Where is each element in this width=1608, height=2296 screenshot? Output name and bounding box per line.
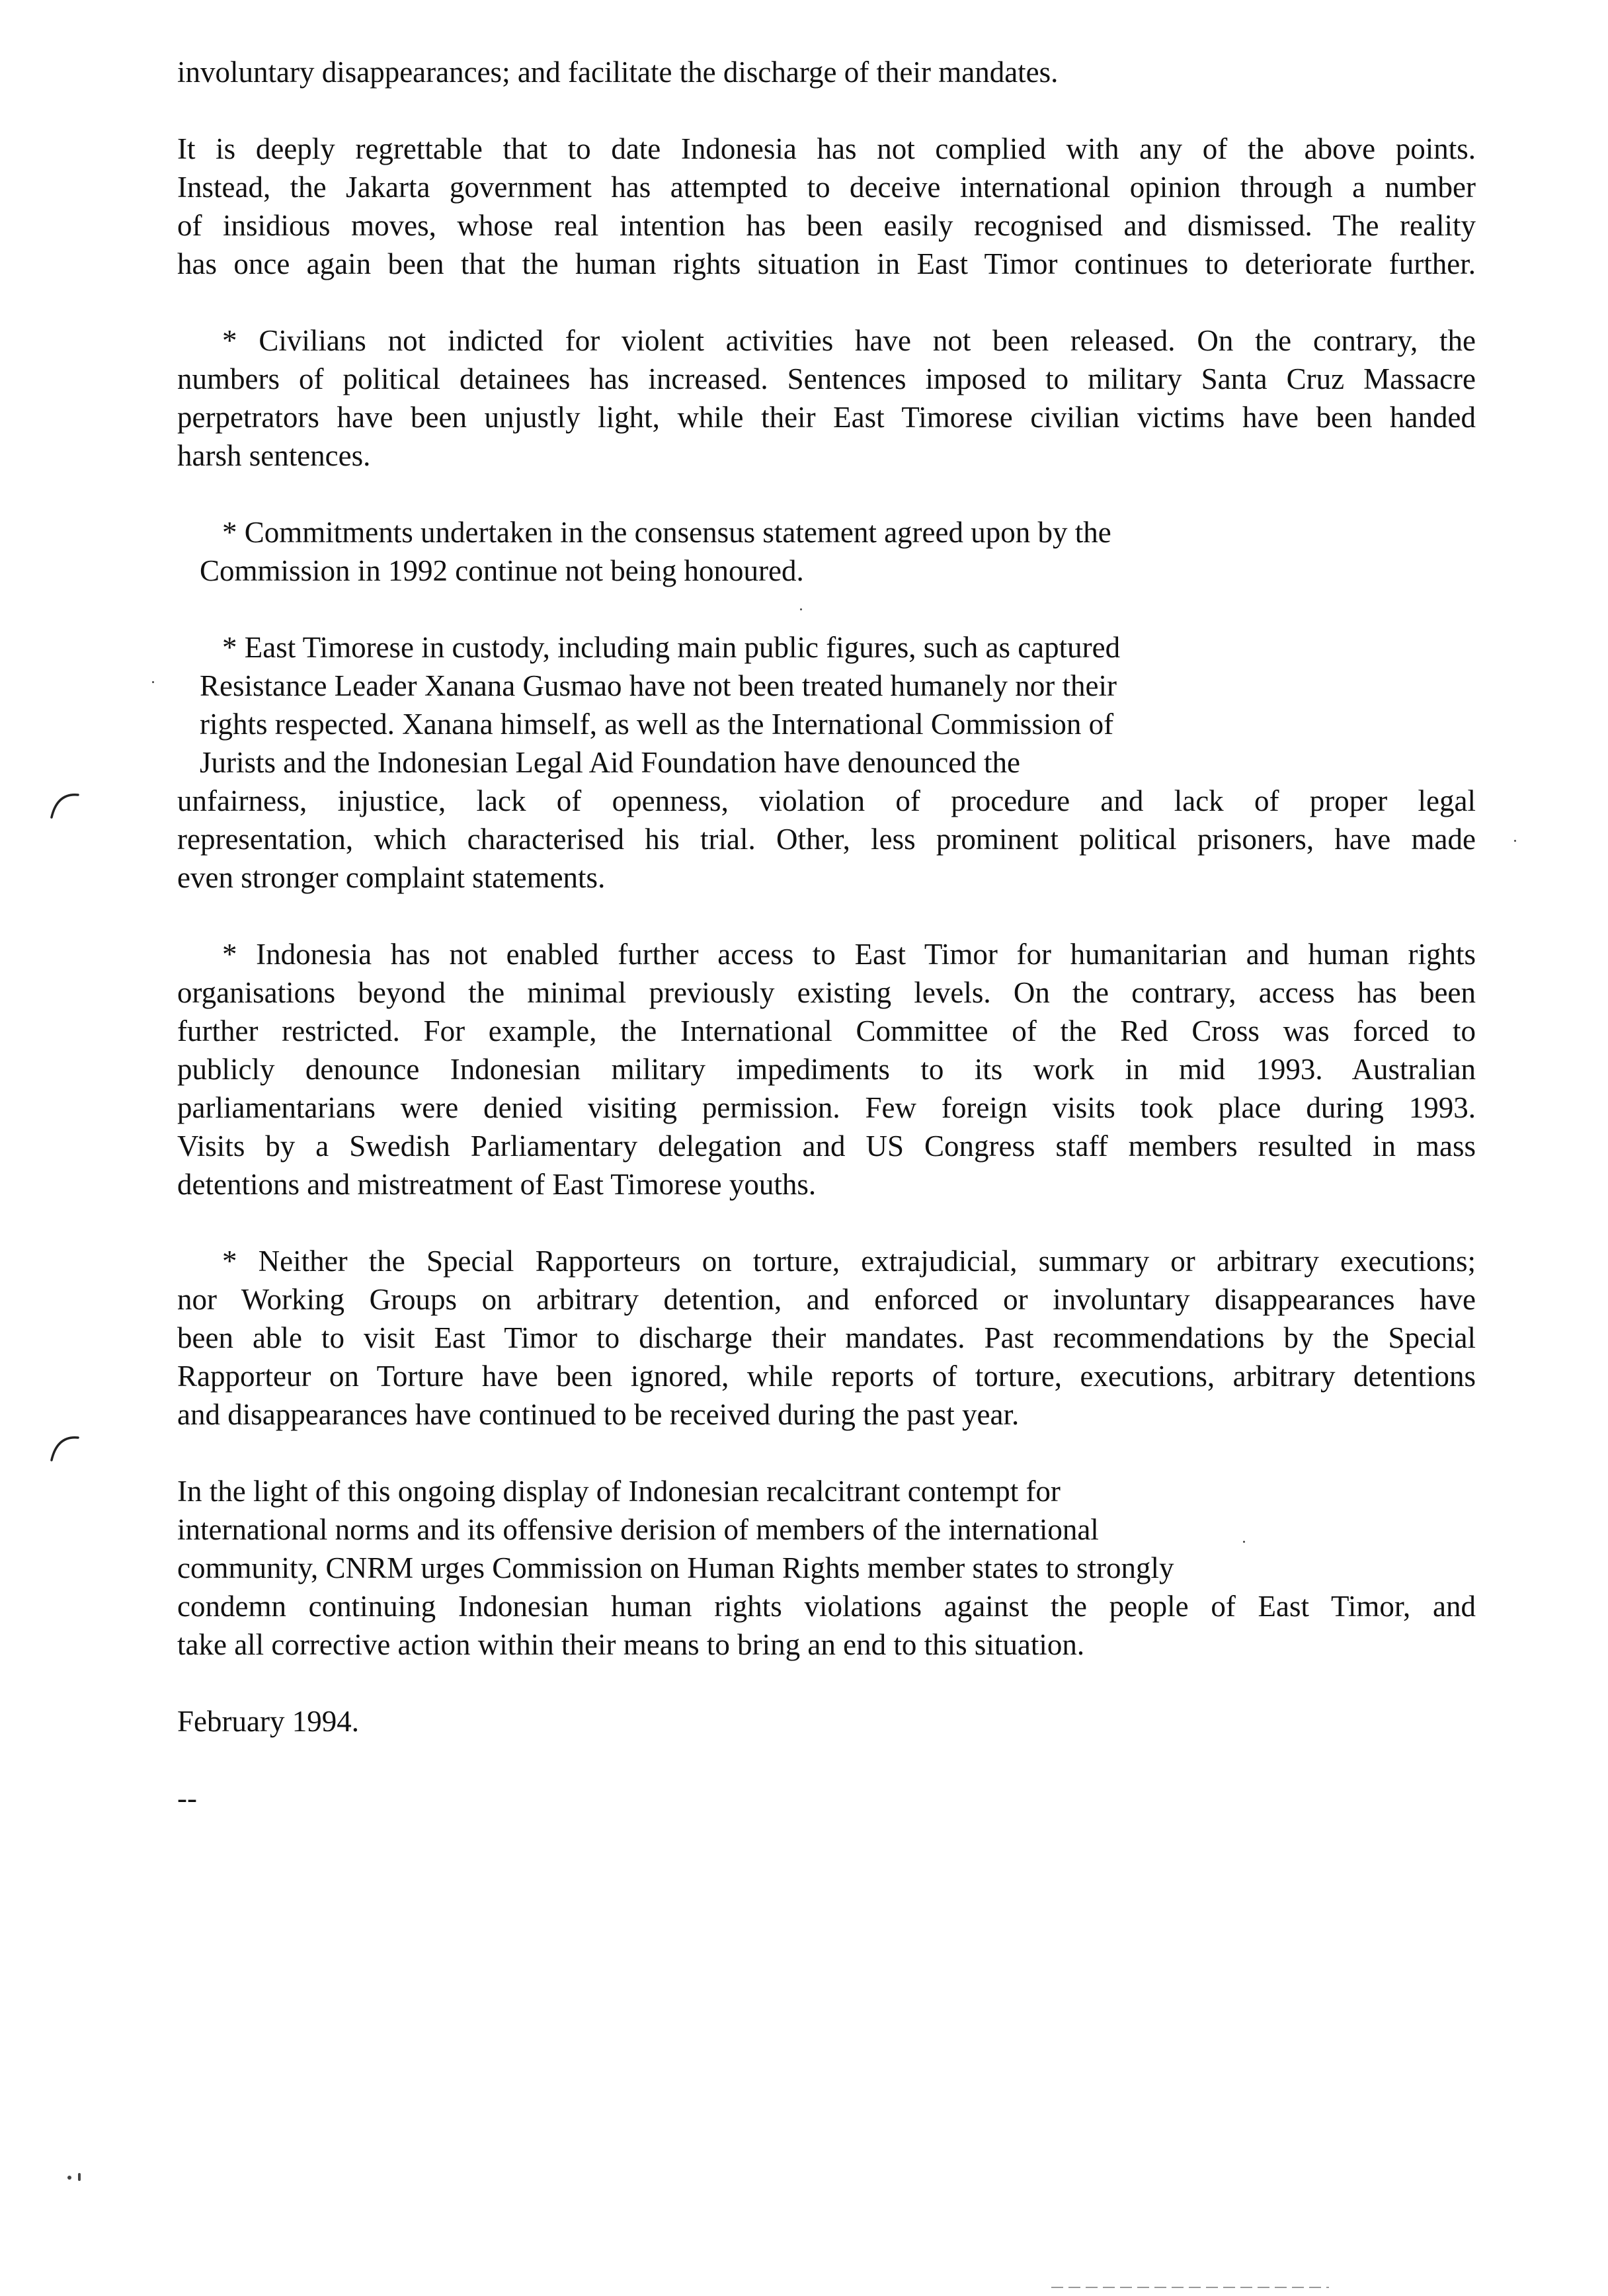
text-line: Instead, the Jakarta government has attempted to deceive international opinion through a number	[177, 171, 1476, 204]
text-line: has once again been that the human rights situation in East Timor continues to deteriorate further.	[177, 247, 1476, 280]
text-line: condemn continuing Indonesian human rights violations against the people of East Timor, and	[177, 1590, 1476, 1623]
text-line: It is deeply regrettable that to date Indonesia has not complied with any of the above points.	[177, 132, 1476, 165]
scan-speck	[67, 2176, 71, 2180]
text-line: unfairness, injustice, lack of openness, violation of procedure and lack of proper legal	[177, 784, 1476, 817]
scan-speck	[1514, 840, 1516, 842]
text-line: Jurists and the Indonesian Legal Aid Foundation have denounced the	[200, 746, 1020, 779]
bullet-line: * Commitments undertaken in the consensus statement agreed upon by the	[222, 516, 1111, 549]
text-line: further restricted. For example, the International Committee of the Red Cross was forced to	[177, 1014, 1476, 1047]
text-line: Commission in 1992 continue not being honoured.	[200, 554, 804, 587]
text-line: been able to visit East Timor to discharge their mandates. Past recommendations by the Special	[177, 1321, 1476, 1354]
text-line: community, CNRM urges Commission on Human Rights member states to strongly	[177, 1551, 1174, 1584]
text-line: even stronger complaint statements.	[177, 861, 606, 894]
bullet-line: * Indonesia has not enabled further access to East Timor for humanitarian and human rights	[222, 938, 1476, 971]
text-line: parliamentarians were denied visiting permission. Few foreign visits took place during 1993.	[177, 1091, 1476, 1124]
text-line: organisations beyond the minimal previously existing levels. On the contrary, access has been	[177, 976, 1476, 1009]
bullet-line: * East Timorese in custody, including main public figures, such as captured	[222, 631, 1121, 664]
text-line: take all corrective action within their means to bring an end to this situation.	[177, 1628, 1085, 1661]
bullet-line: * Civilians not indicted for violent activities have not been released. On the contrary, the	[222, 324, 1476, 357]
text-line: nor Working Groups on arbitrary detention, and enforced or involuntary disappearances have	[177, 1283, 1476, 1316]
end-mark: --	[177, 1782, 197, 1815]
text-line: perpetrators have been unjustly light, while their East Timorese civilian victims have been handed	[177, 401, 1476, 434]
bullet-line: * Neither the Special Rapporteurs on torture, extrajudicial, summary or arbitrary executions;	[222, 1245, 1476, 1278]
margin-bracket-mark	[46, 791, 81, 825]
text-line: harsh sentences.	[177, 439, 371, 472]
scan-speck	[152, 681, 154, 683]
text-line: Visits by a Swedish Parliamentary delegation and US Congress staff members resulted in mass	[177, 1129, 1476, 1163]
margin-bracket-mark	[46, 1434, 81, 1468]
document-date: February 1994.	[177, 1705, 359, 1738]
scan-speck	[800, 608, 802, 610]
text-line: Rapporteur on Torture have been ignored, while reports of torture, executions, arbitrary detentions	[177, 1360, 1476, 1393]
text-line: Resistance Leader Xanana Gusmao have not been treated humanely nor their	[200, 669, 1117, 702]
text-line: of insidious moves, whose real intention has been easily recognised and dismissed. The reality	[177, 209, 1476, 242]
text-line: and disappearances have continued to be received during the past year.	[177, 1398, 1020, 1431]
text-line: international norms and its offensive derision of members of the international	[177, 1513, 1099, 1546]
scan-speck	[78, 2173, 81, 2181]
text-line: detentions and mistreatment of East Timorese youths.	[177, 1168, 817, 1201]
text-line: In the light of this ongoing display of Indonesian recalcitrant contempt for	[177, 1475, 1061, 1508]
text-line: publicly denounce Indonesian military impediments to its work in mid 1993. Australian	[177, 1053, 1476, 1086]
text-line: numbers of political detainees has increased. Sentences imposed to military Santa Cruz Massacre	[177, 362, 1476, 395]
scan-speck	[1243, 1541, 1245, 1543]
text-line: involuntary disappearances; and facilitate the discharge of their mandates.	[177, 56, 1059, 89]
text-line: representation, which characterised his trial. Other, less prominent political prisoners, have made	[177, 823, 1476, 856]
bottom-scan-rule	[1051, 2287, 1329, 2288]
text-line: rights respected. Xanana himself, as well as the International Commission of	[200, 708, 1114, 741]
